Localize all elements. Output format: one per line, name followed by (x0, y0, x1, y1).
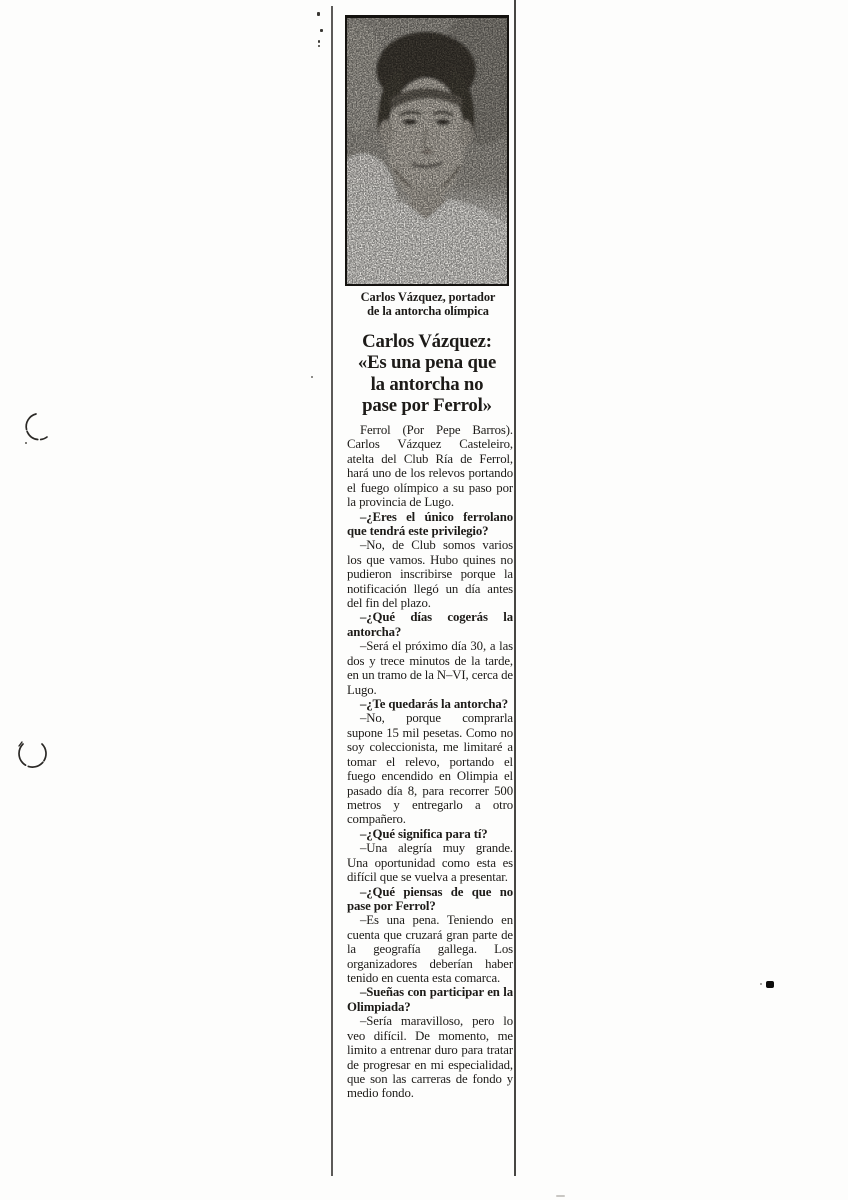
article-headline (334, 331, 520, 417)
column-rule-left (331, 6, 333, 1176)
halftone-portrait-image (347, 18, 507, 284)
ink-speck (760, 983, 762, 985)
interview-question: –¿Qué días cogerás la antorcha? (347, 610, 513, 639)
headline-line: «Es una pena que (357, 352, 497, 374)
interview-question: –¿Qué significa para tí? (360, 826, 488, 841)
photo-caption-line1: Carlos Vázquez, portador (360, 290, 496, 304)
interview-question: –¿Te quedarás la antorcha? (360, 697, 508, 712)
interview-answer: –Una alegría muy grande. Una oportunidad como esta es difícil que se vuelva a presentar. (347, 841, 513, 885)
edge-speck (318, 45, 320, 47)
interview-question: –¿Qué piensas de que no pase por Ferrol? (347, 884, 513, 913)
interview-answer: –Será el próximo día 30, a las dos y trece minutos de la tarde, en un tramo de la N–VI, cerca de Lugo. (347, 639, 513, 697)
portrait-photo (345, 15, 509, 286)
headline-line: Carlos Vázquez: (362, 331, 492, 352)
edge-speck (556, 1195, 565, 1197)
edge-speck (317, 12, 320, 16)
ink-dot (766, 981, 774, 988)
edge-speck (318, 40, 320, 43)
binder-ring-mark (10, 731, 56, 777)
edge-speck (320, 29, 323, 32)
interview-answer: –Es una pena. Teniendo en cuenta que cruzará gran parte de la geografía gallega. Los organizadores deberían haber tenido en cuenta esta comarca. (347, 913, 513, 986)
interview-answer: –No, porque comprarla supone 15 mil pesetas. Como no soy coleccionista, me limitaré a tomar el relevo, portando el fuego encendido en Olimpia el pasado día 8, para recorrer 500 metros y entregarlo a otro compañero. (347, 711, 513, 827)
interview-answer: –Sería maravilloso, pero lo veo difícil. De momento, me limito a entrenar duro para tratar de progresar en mi especialidad, que son las carreras de fondo y medio fondo. (347, 1014, 513, 1101)
article-body (347, 423, 513, 1101)
photo-caption-line2: de la antorcha olímpica (367, 303, 489, 318)
edge-speck (311, 376, 313, 378)
column-rule-right (514, 0, 516, 1176)
headline-line: pase por Ferrol» (362, 395, 492, 417)
edge-speck (25, 442, 27, 444)
interview-question: –¿Eres el único ferrolano que tendrá este privilegio? (347, 509, 513, 538)
headline-line: la antorcha no (370, 373, 484, 395)
interview-question: –Sueñas con participar en la Olimpiada? (347, 985, 513, 1014)
binder-ring-mark (14, 406, 58, 450)
article-lead-paragraph: Ferrol (Por Pepe Barros). Carlos Vázquez Casteleiro, atelta del Club Ría de Ferrol, hará uno de los relevos portando el fuego olímpico a su paso por la provincia de Lugo. (347, 423, 513, 510)
interview-answer: –No, de Club somos varios los que vamos. Hubo quines no pudieron inscribirse porque la notificación llegó un día antes del fin del plazo. (347, 538, 513, 611)
photo-caption (338, 291, 518, 319)
